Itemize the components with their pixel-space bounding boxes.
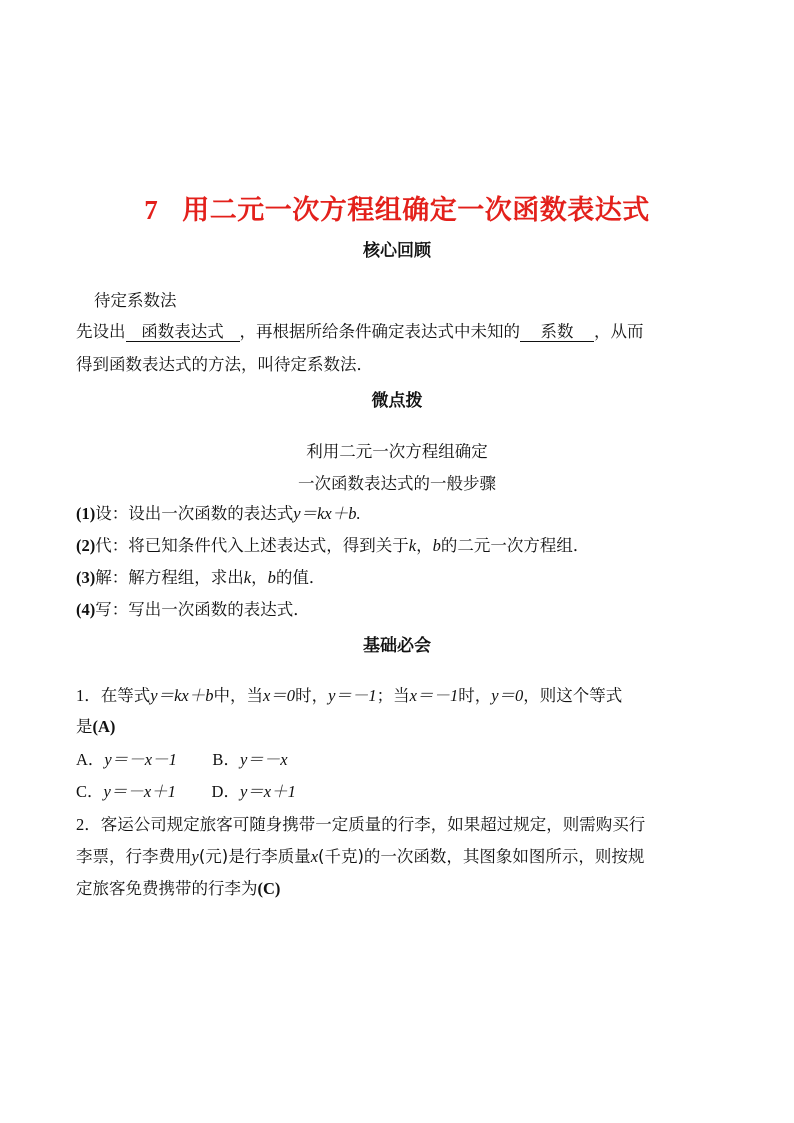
lesson-title-text: 用二元一次方程组确定一次函数表达式 (182, 195, 650, 226)
fill-blank-2: 系数 (520, 323, 594, 342)
section-heading-tips: 微点拨 (371, 391, 423, 411)
lesson-title (0, 188, 794, 227)
option-label: D (211, 782, 224, 801)
question-2-line-3: 定旅客免费携带的行李为(C) (76, 879, 281, 898)
option-text: y＝x＋1 (239, 782, 296, 801)
review-term: 待定系数法 (94, 291, 177, 310)
step-3: (3)解：解方程组，求出k，b的值． (76, 568, 326, 587)
review-line-1: 先设出 函数表达式 ，再根据所给条件确定表达式中未知的 系数 ，从而 (76, 322, 644, 341)
tips-heading-2: 一次函数表达式的一般步骤 (298, 474, 496, 493)
step-2: (2)代：将已知条件代入上述表达式，得到关于k，b的二元一次方程组． (76, 536, 590, 555)
answer-label: (A) (92, 717, 116, 736)
step-4: (4)写：写出一次函数的表达式． (76, 600, 310, 619)
question-number: 2 (76, 815, 85, 834)
review-line-2: 得到函数表达式的方法，叫待定系数法． (76, 355, 373, 374)
option-text: y＝－x＋1 (103, 782, 176, 801)
question-2-line-1: 2．客运公司规定旅客可随身携带一定质量的行李，如果超过规定，则需购买行 (76, 815, 646, 834)
expression: y＝kx＋b. (293, 504, 361, 523)
question-1-line-1: 1．在等式y＝kx＋b中，当x＝0时，y＝－1；当x＝－1时，y＝0，则这个等式 (76, 686, 623, 705)
question-number: 1 (76, 686, 85, 705)
section-heading-review: 核心回顾 (363, 241, 431, 261)
step-1: (1)设：设出一次函数的表达式y＝kx＋b. (76, 504, 361, 523)
option-text: y＝－x (239, 750, 288, 769)
option-row-1: A．y＝－x－1 B．y＝－x (76, 750, 288, 769)
option-text: y＝－x－1 (104, 750, 177, 769)
option-row-2: C．y＝－x＋1 D．y＝x＋1 (76, 782, 296, 801)
question-2-line-2: 李票，行李费用y(元)是行李质量x(千克)的一次函数，其图象如图所示，则按规 (76, 847, 645, 866)
option-label: C (76, 782, 88, 801)
option-label: A (76, 750, 88, 769)
section-heading-basics: 基础必会 (363, 636, 431, 656)
fill-blank-1: 函数表达式 (126, 323, 240, 342)
lesson-number: 7 (144, 195, 159, 225)
option-label: B (212, 750, 224, 769)
tips-heading-1: 利用二元一次方程组确定 (306, 442, 488, 461)
answer-label: (C) (257, 879, 281, 898)
question-1-line-2: 是(A) (76, 717, 116, 736)
